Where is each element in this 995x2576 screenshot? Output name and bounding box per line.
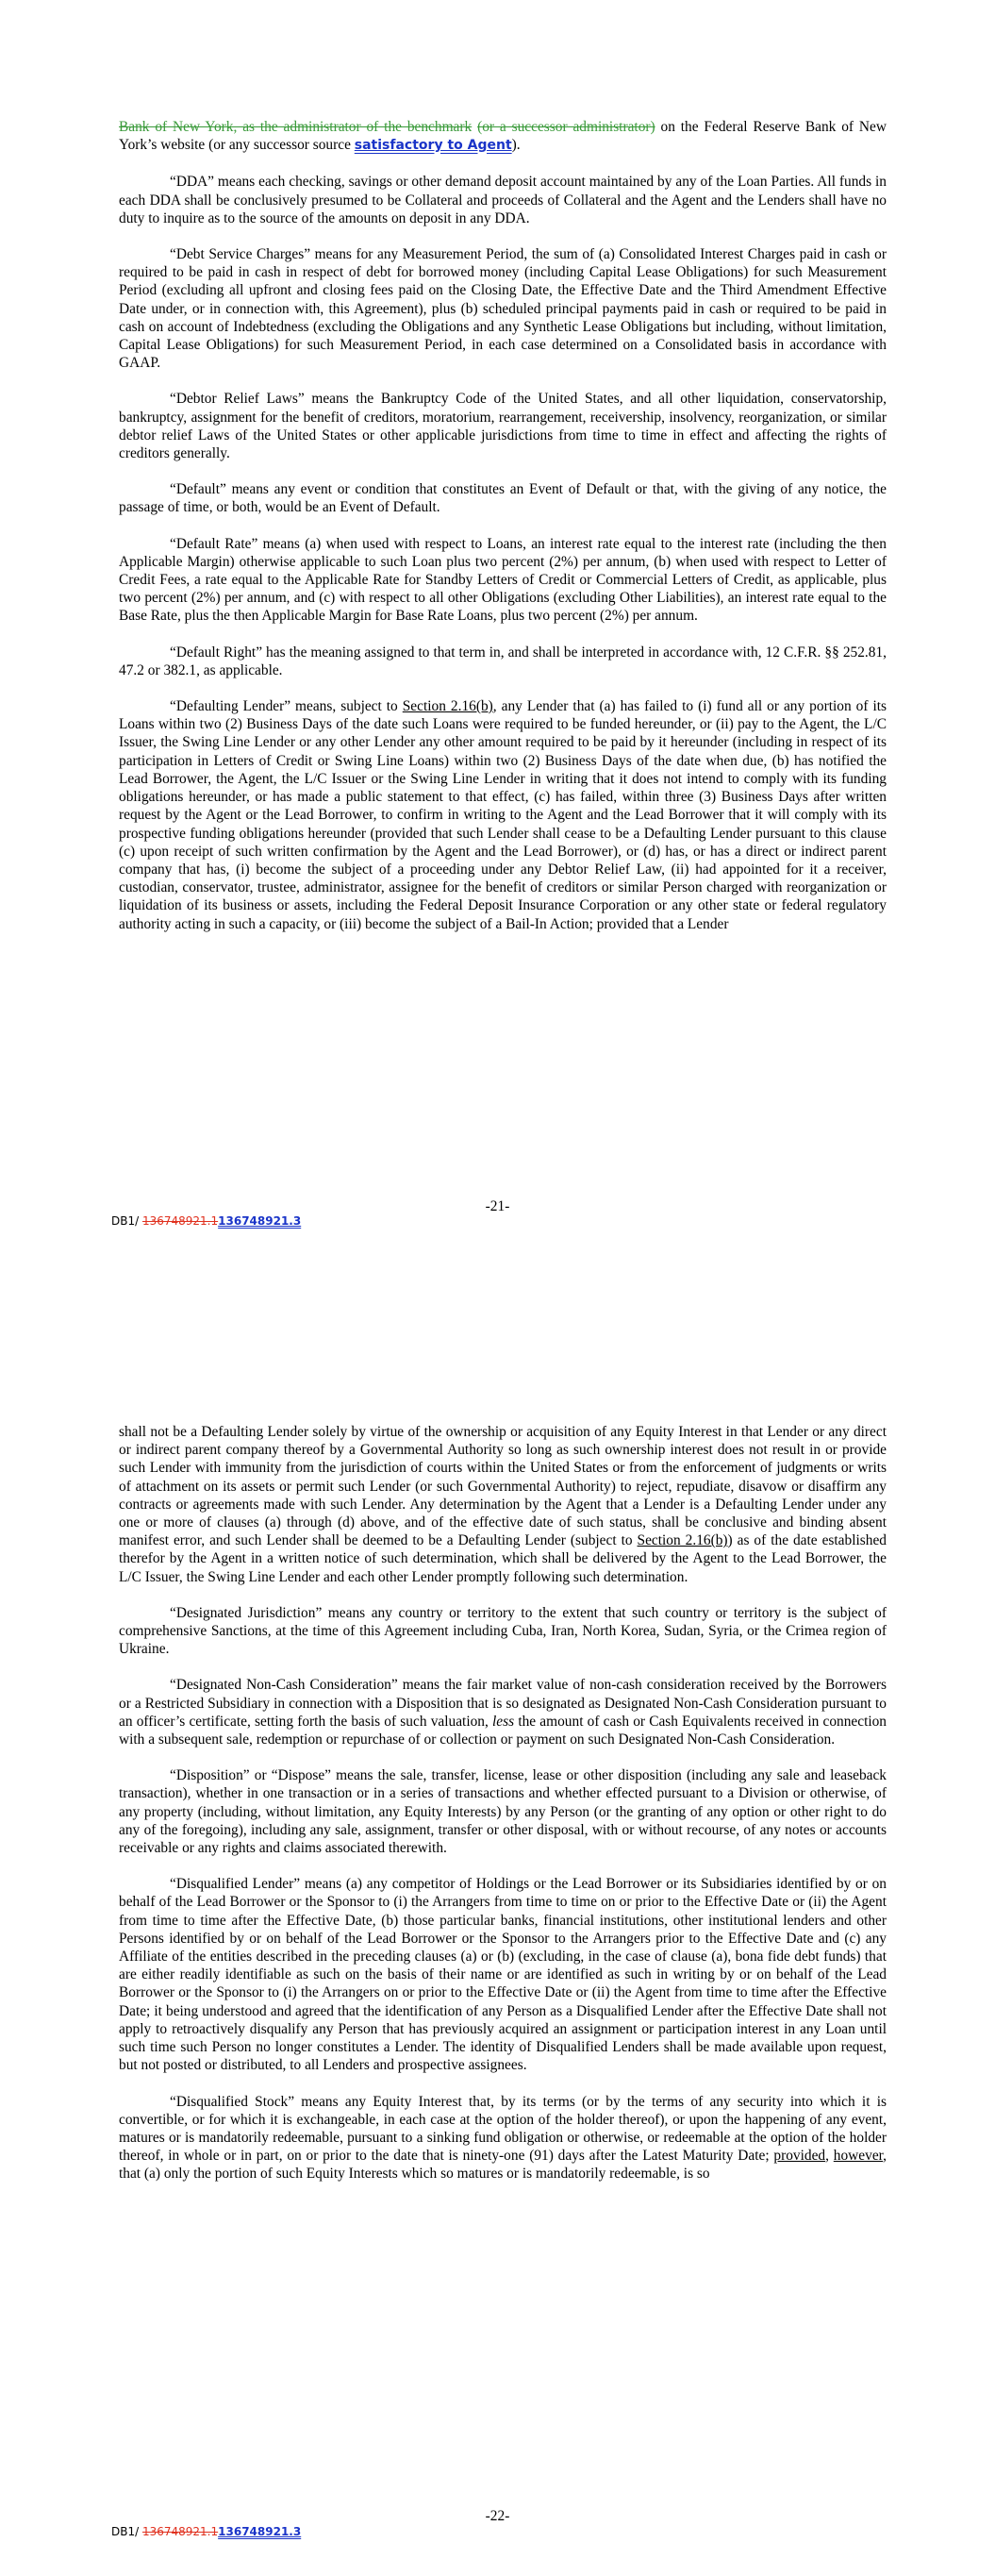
body-text: “Defaulting Lender” means, subject to bbox=[170, 698, 403, 715]
body-text: , bbox=[825, 2148, 834, 2165]
defaulting-lender-continuation bbox=[119, 1423, 887, 1586]
definition-default: “Default” means any event or condition that constitutes an Event of Default or that, with the giving of any notice, the passage of time, or both, would be an Event of Default. bbox=[119, 481, 887, 516]
doc-id-old: 136748921.1 bbox=[141, 2525, 219, 2538]
body-text: the amount of cash or Cash Equivalents received in connection with a subsequent sale, redemption or repurchase of or collection or payment on such Designated Non-Cash Consideration. bbox=[119, 1713, 887, 1748]
definition-default-right: “Default Right” has the meaning assigned to that term in, and shall be interpreted in accordance with, 12 C.F.R. §§ 252.81, 47.2 or 382.1, as applicable. bbox=[119, 644, 887, 678]
definition-debt-service-charges: “Debt Service Charges” means for any Measurement Period, the sum of (a) Consolidated Interest Charges paid in cash or required to be paid in cash in respect of debt for borrowed money (including Capital Lease Obligations) for such Measurement Period (excluding all upfront and closing fees paid on the Closing Date, the Effective Date and the Third Amendment Effective Date under, or in connection with, this Agreement), plus (b) scheduled principal payments paid in cash or required to be paid in cash on account of Indebtedness (excluding the Obligations and any Synthetic Lease Obligations but including, without limitation, Capital Lease Obligations) for such Measurement Period, in each case determined on a Consolidated basis in accordance with GAAP. bbox=[119, 246, 887, 372]
libor-continuation bbox=[119, 118, 887, 155]
body-text: , any Lender that (a) has failed to (i) fund all or any portion of its Loans within two (2) Business Days of the date such Loans were required to be funded hereunder, or (ii) pay to the Agent, the L/C Issuer, the Swing Line Lender or any other Lender any other amount required to be paid by it hereunder (including in respect of its participation in Letters of Credit or Swing Line Loans) within two (2) Business Days of the date when due, (b) has notified the Lead Borrower, the Agent, the L/C Issuer or the Swing Line Lender in writing that it does not intend to comply with its funding obligations hereunder, or has made a public statement to that effect, (c) has failed, within three (3) Business Days after written request by the Agent or the Lead Borrower, to confirm in writing to the Agent and the Lead Borrower that it will comply with its prospective funding obligations hereunder (provided that such Lender shall cease to be a Defaulting Lender pursuant to this clause (c) upon receipt of such written confirmation by the Agent and the Lead Borrower), or (d) has, or has a direct or indirect parent company that has, (i) become the subject of a proceeding under any Debtor Relief Law, (ii) had appointed for it a receiver, custodian, conservator, trustee, administrator, assignee for the benefit of creditors or similar Person charged with reorganization or liquidation of its business or assets, including the Federal Deposit Insurance Corporation or any other state or federal regulatory authority acting in such a capacity, or (iii) become the subject of a Bail-In Action; provided that a Lender bbox=[119, 698, 887, 932]
underlined-term: however bbox=[833, 2148, 884, 2165]
inserted-text: satisfactory to Agent bbox=[354, 138, 512, 154]
definition-dda: “DDA” means each checking, savings or other demand deposit account maintained by any of the Loan Parties. All funds in each DDA shall be conclusively presumed to be Collateral and proceeds of Collateral and the Agent and the Lenders shall have no duty to inquire as to the source of the amounts on deposit in any DDA. bbox=[119, 174, 887, 226]
body-text: on the Federal Reserve Bank of New York’s website (or any successor source bbox=[119, 119, 887, 154]
page-number: -22- bbox=[485, 2508, 510, 2524]
definition-designated-jurisdiction: “Designated Jurisdiction” means any country or territory to the extent that such country or territory is the subject of comprehensive Sanctions, at the time of this Agreement including Cuba, Iran, North Korea, Sudan, Syria, or the Crimea region of Ukraine. bbox=[119, 1604, 887, 1658]
section-reference[interactable]: Section 2.16(b) bbox=[637, 1532, 728, 1549]
page-22-body bbox=[119, 1423, 887, 2183]
definition-disqualified-stock bbox=[119, 2093, 887, 2183]
deleted-text: Bank of New York, as the administrator of the benchmark bbox=[119, 119, 473, 135]
italic-term: less bbox=[492, 1713, 515, 1730]
definition-default-rate: “Default Rate” means (a) when used with respect to Loans, an interest rate equal to the interest rate (including the then Applicable Margin) otherwise applicable to such Loan plus two percent (2%) per annum, (b) when used with respect to Letter of Credit Fees, a rate equal to the Applicable Rate for Standby Letters of Credit or Commercial Letters of Credit, as applicable, plus two percent (2%) per annum, and (c) with respect to all other Obligations (excluding Other Liabilities), an interest rate equal to the Base Rate, plus the then Applicable Margin for Base Rate Loans, plus two percent (2%) per annum. bbox=[119, 535, 887, 625]
doc-prefix: DB1/ bbox=[111, 1214, 142, 1228]
section-reference[interactable]: Section 2.16(b) bbox=[402, 698, 493, 715]
body-text: ) as of the date established therefor by the Agent in a written notice of such determination, which shall be delivered by the Agent to the Lead Borrower, the L/C Issuer, the Swing Line Lender and each other Lender promptly following such determination. bbox=[119, 1532, 887, 1585]
page-21-body bbox=[119, 118, 887, 933]
document-id bbox=[111, 2525, 301, 2538]
page-number: -21- bbox=[485, 1198, 510, 1214]
body-text: , that (a) only the portion of such Equity Interests which so matures or is mandatorily redeemable, is so bbox=[119, 2148, 887, 2183]
definition-designated-non-cash-consideration bbox=[119, 1676, 887, 1748]
body-text: “Disqualified Stock” means any Equity Interest that, by its terms (or by the terms of any security into which it is convertible, or for which it is exchangeable, in each case at the option of the holder thereof), or upon the happening of any event, matures or is mandatorily redeemable, pursuant to a sinking fund obligation or otherwise, or redeemable at the option of the holder thereof, in whole or in part, on or prior to the date that is ninety-one (91) days after the Latest Maturity Date; bbox=[119, 2093, 887, 2165]
document-id bbox=[111, 1214, 301, 1228]
definition-disposition: “Disposition” or “Dispose” means the sale, transfer, license, lease or other disposition (including any sale and leaseback transaction), whether in one transaction or in a series of transactions and whether effected pursuant to a Division or otherwise, of any property (including, without limitation, any Equity Interests) by any Person (or the granting of any option or other right to do any of the foregoing), including any sale, assignment, transfer or other disposal, with or without recourse, of any notes or accounts receivable or any rights and claims associated therewith. bbox=[119, 1767, 887, 1857]
doc-id-old: 136748921.1 bbox=[141, 1214, 219, 1228]
underlined-term: provided bbox=[773, 2148, 826, 2165]
body-text: shall not be a Defaulting Lender solely by virtue of the ownership or acquisition of any Equity Interest in that Lender or any direct or indirect parent company thereof by a Governmental Authority so long as such ownership interest does not result in or provide such Lender with immunity from the jurisdiction of courts within the United States or from the enforcement of judgments or writs of attachment on its assets or permit such Lender (or such Governmental Authority) to reject, repudiate, disavow or disaffirm any contracts or agreements made with such Lender. Any determination by the Agent that a Lender is a Defaulting Lender under any one or more of clauses (a) through (d) above, and of the effective date of such status, shall be conclusive and binding absent manifest error, and such Lender shall be deemed to be a Defaulting Lender (subject to bbox=[119, 1424, 887, 1549]
doc-id-new: 136748921.3 bbox=[218, 2525, 302, 2538]
deleted-text: (or a successor administrator) bbox=[477, 119, 655, 135]
definition-disqualified-lender: “Disqualified Lender” means (a) any competitor of Holdings or the Lead Borrower or its Subsidiaries identified by or on behalf of the Lead Borrower or the Sponsor to (i) the Arrangers from time to time on or prior to the Effective Date or (ii) the Agent from time to time after the Effective Date, (b) those particular banks, financial institutions, other institutional lenders and other Persons identified by or on behalf of the Lead Borrower or the Sponsor to the Arrangers prior to the Effective Date and (c) any Affiliate of the entities described in the preceding clauses (a) or (b) (excluding, in the case of clause (a), bona fide debt funds) that are either readily identifiable as such on the basis of their name or are identified as such in writing by or on behalf of the Lead Borrower or the Sponsor to (i) the Arrangers on or prior to the Effective Date or (ii) the Agent from time to time after the Effective Date; it being understood and agreed that the identification of any Person as a Disqualified Lender after the Effective Date shall not apply to retroactively disqualify any Person that has previously acquired an assignment or participation interest in any Loan until such time such Person no longer constitutes a Lender. The identity of Disqualified Lenders shall be made available upon request, but not posted or distributed, to all Lenders and prospective assignees. bbox=[119, 1876, 887, 2074]
definition-debtor-relief-laws: “Debtor Relief Laws” means the Bankruptcy Code of the United States, and all other liquidation, conservatorship, bankruptcy, assignment for the benefit of creditors, moratorium, rearrangement, receivership, insolvency, reorganization, or similar debtor relief Laws of the United States or other applicable jurisdictions from time to time in effect and affecting the rights of creditors generally. bbox=[119, 391, 887, 462]
doc-prefix: DB1/ bbox=[111, 2525, 142, 2538]
definition-defaulting-lender bbox=[119, 697, 887, 933]
doc-id-new: 136748921.3 bbox=[218, 1214, 302, 1228]
body-text: ). bbox=[511, 137, 521, 154]
body-text: “Designated Non-Cash Consideration” means the fair market value of non-cash consideration received by the Borrowers or a Restricted Subsidiary in connection with a Disposition that is so designated as Designated Non-Cash Consideration pursuant to an officer’s certificate, setting forth the basis of such valuation, bbox=[119, 1677, 887, 1730]
